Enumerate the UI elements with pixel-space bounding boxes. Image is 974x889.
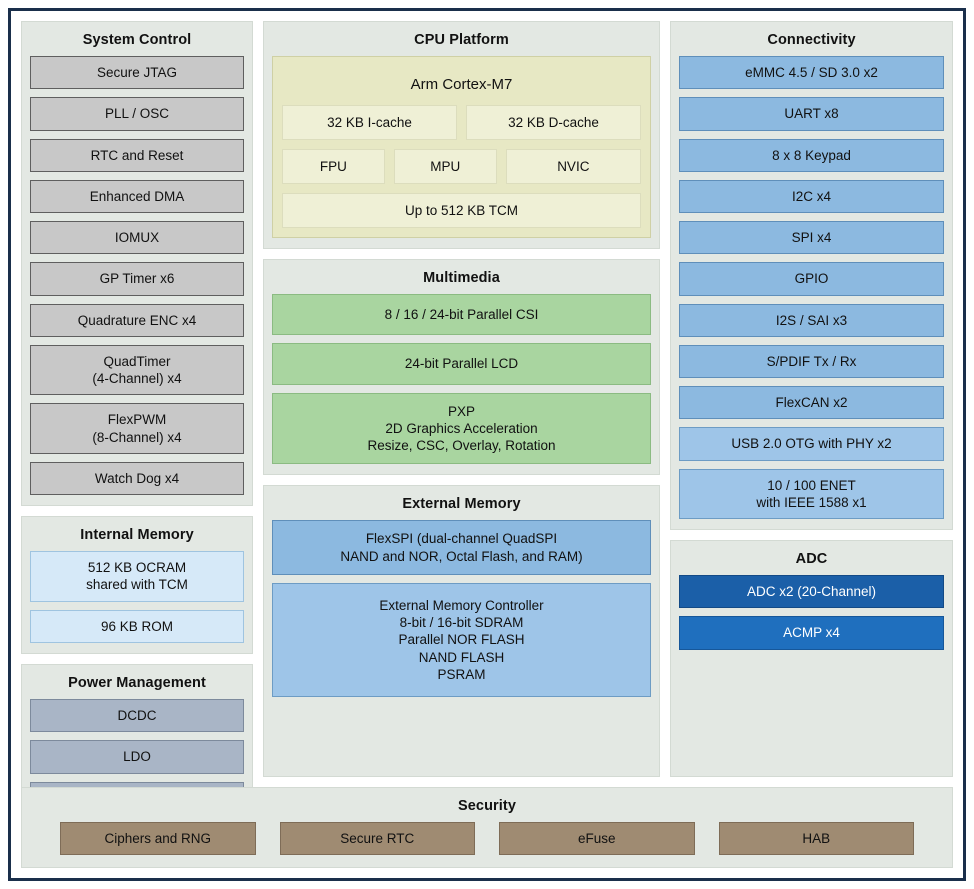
power-management-title: Power Management [68, 674, 206, 691]
middle-column [263, 21, 660, 777]
cpu-platform-title: CPU Platform [414, 32, 509, 48]
block-spdif[interactable]: S/PDIF Tx / Rx [679, 345, 944, 378]
group-connectivity [670, 21, 953, 530]
emc-line4: NAND FLASH [418, 649, 505, 665]
cpu-fpu[interactable]: FPU [282, 149, 385, 184]
group-internal-memory [21, 516, 253, 654]
block-acmp[interactable]: ACMP x4 [679, 616, 944, 649]
block-adc[interactable]: ADC x2 (20-Channel) [679, 575, 944, 608]
quadtimer-line1: QuadTimer [103, 353, 171, 369]
multimedia-title: Multimedia [423, 270, 500, 286]
cpu-units-row [282, 149, 641, 184]
cpu-mpu[interactable]: MPU [394, 149, 497, 184]
enet-line1: 10 / 100 ENET [767, 477, 856, 493]
ocram-line1: 512 KB OCRAM [87, 560, 187, 576]
ocram-line2: shared with TCM [86, 577, 188, 593]
block-watch-dog[interactable]: Watch Dog x4 [30, 462, 244, 495]
external-memory-title: External Memory [402, 496, 521, 513]
cpu-tcm[interactable]: Up to 512 KB TCM [282, 193, 641, 228]
block-keypad[interactable]: 8 x 8 Keypad [679, 139, 944, 172]
block-secure-rtc[interactable]: Secure RTC [280, 822, 476, 855]
block-ciphers-rng[interactable]: Ciphers and RNG [60, 822, 256, 855]
block-enhanced-dma[interactable]: Enhanced DMA [30, 180, 244, 213]
block-rtc-and-reset[interactable]: RTC and Reset [30, 139, 244, 172]
emc-line1: External Memory Controller [379, 597, 544, 613]
block-i2s-sai[interactable]: I2S / SAI x3 [679, 304, 944, 337]
emc-line5: PSRAM [437, 666, 486, 682]
block-external-memory-controller[interactable] [272, 583, 651, 697]
block-ocram[interactable] [30, 551, 244, 602]
block-csi[interactable]: 8 / 16 / 24-bit Parallel CSI [272, 294, 651, 335]
cpu-core-label: Arm Cortex-M7 [410, 76, 513, 93]
block-flexcan[interactable]: FlexCAN x2 [679, 386, 944, 419]
cpu-box [272, 56, 651, 238]
block-spi[interactable]: SPI x4 [679, 221, 944, 254]
flexspi-line1: FlexSPI (dual-channel QuadSPI [365, 531, 558, 547]
cpu-cache-row [282, 105, 641, 140]
block-rom[interactable]: 96 KB ROM [30, 610, 244, 643]
block-gp-timer[interactable]: GP Timer x6 [30, 262, 244, 295]
group-system-control [21, 21, 253, 506]
cpu-dcache[interactable]: 32 KB D-cache [466, 105, 641, 140]
block-secure-jtag[interactable]: Secure JTAG [30, 56, 244, 89]
left-column [21, 21, 253, 777]
pxp-line2: 2D Graphics Acceleration [385, 420, 538, 436]
block-i2c[interactable]: I2C x4 [679, 180, 944, 213]
cpu-icache[interactable]: 32 KB I-cache [282, 105, 457, 140]
connectivity-title: Connectivity [767, 32, 856, 48]
security-row [32, 822, 942, 855]
group-cpu-platform [263, 21, 660, 249]
block-pll-osc[interactable]: PLL / OSC [30, 97, 244, 130]
group-multimedia [263, 259, 660, 475]
group-adc [670, 540, 953, 777]
block-hab[interactable]: HAB [719, 822, 915, 855]
group-external-memory [263, 485, 660, 776]
diagram-columns [21, 21, 953, 777]
adc-title: ADC [795, 551, 828, 568]
security-title: Security [457, 797, 517, 814]
right-column [670, 21, 953, 777]
diagram-frame [8, 8, 966, 881]
pxp-line3: Resize, CSC, Overlay, Rotation [367, 438, 556, 454]
enet-line2: with IEEE 1588 x1 [756, 494, 867, 510]
block-iomux[interactable]: IOMUX [30, 221, 244, 254]
block-ldo[interactable]: LDO [30, 740, 244, 773]
block-lcd[interactable]: 24-bit Parallel LCD [272, 343, 651, 384]
quadtimer-line2: (4-Channel) x4 [92, 371, 182, 387]
block-quadrature-enc[interactable]: Quadrature ENC x4 [30, 304, 244, 337]
block-quadtimer[interactable] [30, 345, 244, 396]
block-enet[interactable] [679, 469, 944, 520]
block-pxp[interactable] [272, 393, 651, 465]
emc-line3: Parallel NOR FLASH [398, 632, 525, 648]
cpu-nvic[interactable]: NVIC [506, 149, 641, 184]
pxp-line1: PXP [447, 403, 475, 419]
block-dcdc[interactable]: DCDC [30, 699, 244, 732]
block-usb-otg[interactable]: USB 2.0 OTG with PHY x2 [679, 427, 944, 460]
internal-memory-title: Internal Memory [80, 527, 194, 544]
block-flexpwm[interactable] [30, 403, 244, 454]
block-efuse[interactable]: eFuse [499, 822, 695, 855]
block-emmc-sd[interactable]: eMMC 4.5 / SD 3.0 x2 [679, 56, 944, 89]
flexspi-line2: NAND and NOR, Octal Flash, and RAM) [340, 548, 583, 564]
flexpwm-line2: (8-Channel) x4 [92, 429, 182, 445]
system-control-title: System Control [82, 32, 192, 48]
flexpwm-line1: FlexPWM [107, 412, 167, 428]
block-flexspi[interactable] [272, 520, 651, 575]
group-security [21, 787, 953, 868]
block-gpio[interactable]: GPIO [679, 262, 944, 295]
block-uart[interactable]: UART x8 [679, 97, 944, 130]
emc-line2: 8-bit / 16-bit SDRAM [399, 615, 524, 631]
